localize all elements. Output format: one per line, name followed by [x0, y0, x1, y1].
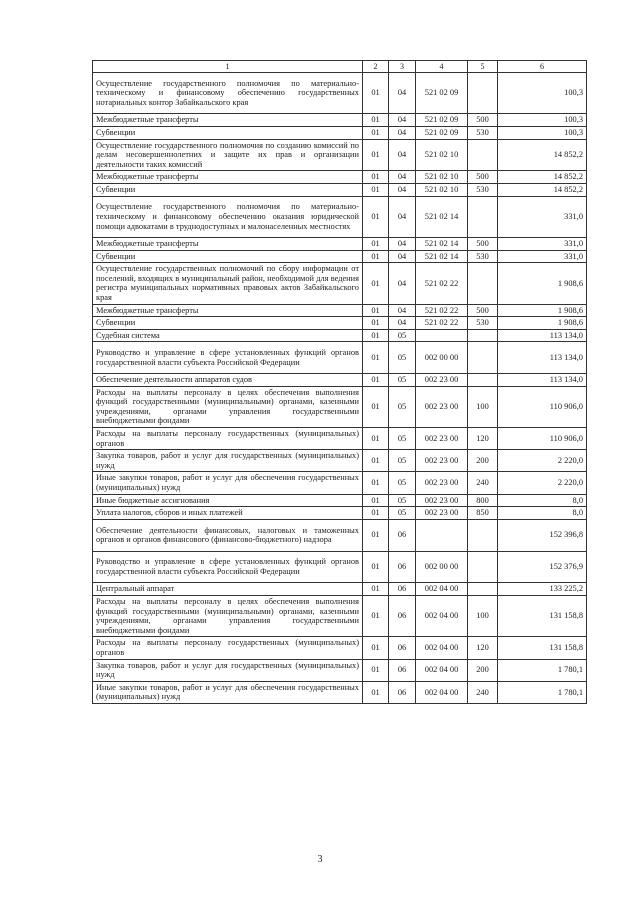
row-section: 01	[363, 237, 389, 250]
row-section: 01	[363, 317, 389, 330]
row-name: Межбюджетные трансферты	[93, 114, 363, 127]
row-target-item: 521 02 10	[416, 183, 468, 196]
row-amount: 1 908,6	[498, 317, 587, 330]
row-subsection: 06	[389, 681, 416, 703]
row-name: Закупка товаров, работ и услуг для государственных (муниципальных) нужд	[93, 659, 363, 681]
table-row	[93, 317, 587, 330]
row-amount: 331,0	[498, 196, 587, 237]
row-name: Расходы на выплаты персоналу в целях обеспечения выполнения функций государственными (муниципальными) органами, казенными учреждениями, органами управления государственными внебюджетными фондами	[93, 386, 363, 427]
row-subsection: 04	[389, 139, 416, 171]
table-row	[93, 583, 587, 596]
row-subsection: 05	[389, 374, 416, 387]
row-name: Руководство и управление в сфере установленных функций органов государственной власти субъекта Российской Федерации	[93, 551, 363, 583]
row-target-item: 002 04 00	[416, 681, 468, 703]
row-section: 01	[363, 494, 389, 507]
row-name: Осуществление государственного полномочия по созданию комиссий по делам несовершеннолетних и защите их прав и организации деятельности таких комиссий	[93, 139, 363, 171]
row-name: Судебная система	[93, 329, 363, 342]
row-target-item: 002 04 00	[416, 659, 468, 681]
row-target-item: 521 02 14	[416, 196, 468, 237]
row-section: 01	[363, 374, 389, 387]
row-expense-type	[468, 374, 498, 387]
row-section: 01	[363, 583, 389, 596]
table-row	[93, 237, 587, 250]
row-section: 01	[363, 596, 389, 637]
table-row	[93, 342, 587, 374]
row-name: Руководство и управление в сфере установленных функций органов государственной власти субъекта Российской Федерации	[93, 342, 363, 374]
row-target-item	[416, 329, 468, 342]
row-expense-type	[468, 329, 498, 342]
row-target-item: 521 02 22	[416, 263, 468, 304]
row-subsection: 04	[389, 237, 416, 250]
page-number: 3	[317, 854, 323, 865]
row-amount: 331,0	[498, 250, 587, 263]
row-target-item: 521 02 14	[416, 237, 468, 250]
row-subsection: 06	[389, 551, 416, 583]
row-section: 01	[363, 171, 389, 184]
header-col-4: 4	[416, 61, 468, 73]
row-amount: 2 220,0	[498, 472, 587, 494]
row-expense-type: 530	[468, 183, 498, 196]
row-target-item: 002 23 00	[416, 494, 468, 507]
row-section: 01	[363, 428, 389, 450]
budget-table	[92, 60, 587, 704]
row-subsection: 06	[389, 583, 416, 596]
row-amount: 100,3	[498, 126, 587, 139]
header-row	[93, 61, 587, 73]
table-body	[93, 73, 587, 704]
row-target-item: 002 00 00	[416, 342, 468, 374]
row-target-item: 521 02 09	[416, 126, 468, 139]
row-name: Осуществление государственного полномочия по материально-техническому и финансовому обеспечению государственных нотариальных контор Забайкальского края	[93, 73, 363, 114]
row-section: 01	[363, 304, 389, 317]
header-col-3: 3	[389, 61, 416, 73]
row-target-item: 521 02 09	[416, 73, 468, 114]
table-row	[93, 329, 587, 342]
row-target-item: 002 23 00	[416, 374, 468, 387]
row-expense-type: 530	[468, 126, 498, 139]
row-target-item: 521 02 10	[416, 171, 468, 184]
header-col-1: 1	[93, 61, 363, 73]
row-target-item: 521 02 10	[416, 139, 468, 171]
row-name: Иные закупки товаров, работ и услуг для обеспечения государственных (муниципальных) нужд	[93, 681, 363, 703]
row-section: 01	[363, 519, 389, 551]
row-amount: 8,0	[498, 494, 587, 507]
row-name: Осуществление государственного полномочия по материально-техническому и финансовому обеспечению оказания юридической помощи адвокатами в труднодоступных и малонаселенных местностях	[93, 196, 363, 237]
table-row	[93, 681, 587, 703]
table-row	[93, 386, 587, 427]
row-name: Расходы на выплаты персоналу государственных (муниципальных) органов	[93, 428, 363, 450]
row-target-item: 521 02 22	[416, 317, 468, 330]
row-amount: 133 225,2	[498, 583, 587, 596]
row-subsection: 05	[389, 386, 416, 427]
row-expense-type: 240	[468, 472, 498, 494]
row-name: Субвенции	[93, 250, 363, 263]
row-subsection: 04	[389, 114, 416, 127]
row-section: 01	[363, 551, 389, 583]
row-subsection: 06	[389, 519, 416, 551]
row-target-item: 002 23 00	[416, 428, 468, 450]
table-row	[93, 507, 587, 520]
row-name: Субвенции	[93, 126, 363, 139]
row-name: Межбюджетные трансферты	[93, 237, 363, 250]
row-section: 01	[363, 139, 389, 171]
row-section: 01	[363, 507, 389, 520]
row-amount: 110 906,0	[498, 428, 587, 450]
row-subsection: 04	[389, 250, 416, 263]
row-expense-type: 240	[468, 681, 498, 703]
row-expense-type: 500	[468, 171, 498, 184]
row-section: 01	[363, 263, 389, 304]
row-section: 01	[363, 472, 389, 494]
row-name: Иные бюджетные ассигнования	[93, 494, 363, 507]
row-section: 01	[363, 637, 389, 659]
row-name: Центральный аппарат	[93, 583, 363, 596]
row-amount: 113 134,0	[498, 374, 587, 387]
table-row	[93, 304, 587, 317]
table-row	[93, 114, 587, 127]
table-row	[93, 250, 587, 263]
row-amount: 14 852,2	[498, 139, 587, 171]
row-subsection: 05	[389, 450, 416, 472]
table-header	[93, 61, 587, 73]
row-target-item: 002 23 00	[416, 386, 468, 427]
row-amount: 131 158,8	[498, 637, 587, 659]
table-row	[93, 637, 587, 659]
row-target-item: 002 23 00	[416, 472, 468, 494]
row-subsection: 05	[389, 472, 416, 494]
row-expense-type	[468, 263, 498, 304]
table-row	[93, 596, 587, 637]
row-expense-type	[468, 73, 498, 114]
row-name: Обеспечение деятельности финансовых, налоговых и таможенных органов и органов финансового (финансово-бюджетного) надзора	[93, 519, 363, 551]
row-section: 01	[363, 386, 389, 427]
row-section: 01	[363, 196, 389, 237]
row-amount: 1 780,1	[498, 659, 587, 681]
table-row	[93, 659, 587, 681]
row-section: 01	[363, 114, 389, 127]
row-subsection: 05	[389, 342, 416, 374]
row-amount: 100,3	[498, 114, 587, 127]
row-section: 01	[363, 73, 389, 114]
table-row	[93, 183, 587, 196]
row-section: 01	[363, 183, 389, 196]
row-target-item: 521 02 22	[416, 304, 468, 317]
row-subsection: 04	[389, 126, 416, 139]
row-amount: 113 134,0	[498, 342, 587, 374]
table-row	[93, 428, 587, 450]
row-amount: 152 376,9	[498, 551, 587, 583]
row-section: 01	[363, 659, 389, 681]
table-row	[93, 171, 587, 184]
row-expense-type: 500	[468, 237, 498, 250]
row-amount: 2 220,0	[498, 450, 587, 472]
row-subsection: 04	[389, 263, 416, 304]
row-subsection: 05	[389, 428, 416, 450]
row-name: Субвенции	[93, 317, 363, 330]
row-section: 01	[363, 450, 389, 472]
row-subsection: 05	[389, 507, 416, 520]
row-target-item: 002 04 00	[416, 637, 468, 659]
header-col-6: 6	[498, 61, 587, 73]
row-section: 01	[363, 681, 389, 703]
row-expense-type	[468, 139, 498, 171]
row-section: 01	[363, 329, 389, 342]
row-name: Осуществление государственных полномочий по сбору информации от поселений, входящих в муниципальный район, необходимой для ведения регистра муниципальных нормативных правовых актов Забайкальского края	[93, 263, 363, 304]
row-amount: 14 852,2	[498, 183, 587, 196]
row-target-item: 002 23 00	[416, 507, 468, 520]
row-amount: 1 780,1	[498, 681, 587, 703]
table-row	[93, 374, 587, 387]
row-subsection: 04	[389, 171, 416, 184]
table-row	[93, 263, 587, 304]
row-expense-type	[468, 551, 498, 583]
row-expense-type	[468, 196, 498, 237]
table-row	[93, 126, 587, 139]
row-amount: 110 906,0	[498, 386, 587, 427]
row-expense-type: 120	[468, 637, 498, 659]
row-amount: 113 134,0	[498, 329, 587, 342]
row-amount: 8,0	[498, 507, 587, 520]
row-name: Обеспечение деятельности аппаратов судов	[93, 374, 363, 387]
table-row	[93, 494, 587, 507]
row-name: Уплата налогов, сборов и иных платежей	[93, 507, 363, 520]
row-section: 01	[363, 250, 389, 263]
row-expense-type: 200	[468, 450, 498, 472]
header-col-2: 2	[363, 61, 389, 73]
row-expense-type: 850	[468, 507, 498, 520]
row-expense-type: 530	[468, 250, 498, 263]
row-target-item: 521 02 09	[416, 114, 468, 127]
row-target-item: 002 04 00	[416, 596, 468, 637]
row-amount: 1 908,6	[498, 304, 587, 317]
row-expense-type: 120	[468, 428, 498, 450]
row-expense-type: 530	[468, 317, 498, 330]
row-subsection: 05	[389, 494, 416, 507]
row-amount: 152 396,8	[498, 519, 587, 551]
row-subsection: 04	[389, 304, 416, 317]
table-row	[93, 196, 587, 237]
row-target-item: 002 04 00	[416, 583, 468, 596]
row-expense-type: 500	[468, 114, 498, 127]
row-subsection: 04	[389, 317, 416, 330]
row-name: Закупка товаров, работ и услуг для государственных (муниципальных) нужд	[93, 450, 363, 472]
row-subsection: 04	[389, 183, 416, 196]
row-amount: 100,3	[498, 73, 587, 114]
row-name: Субвенции	[93, 183, 363, 196]
row-amount: 331,0	[498, 237, 587, 250]
row-section: 01	[363, 342, 389, 374]
row-subsection: 06	[389, 659, 416, 681]
table-row	[93, 450, 587, 472]
row-name: Иные закупки товаров, работ и услуг для обеспечения государственных (муниципальных) нужд	[93, 472, 363, 494]
row-name: Расходы на выплаты персоналу в целях обеспечения выполнения функций государственными (муниципальными) органами, казенными учреждениями, органами управления государственными внебюджетными фондами	[93, 596, 363, 637]
row-name: Расходы на выплаты персоналу государственных (муниципальных) органов	[93, 637, 363, 659]
row-target-item	[416, 519, 468, 551]
row-expense-type: 800	[468, 494, 498, 507]
table-row	[93, 73, 587, 114]
row-subsection: 06	[389, 637, 416, 659]
row-expense-type: 500	[468, 304, 498, 317]
table-row	[93, 139, 587, 171]
row-subsection: 04	[389, 196, 416, 237]
table-row	[93, 519, 587, 551]
row-expense-type: 200	[468, 659, 498, 681]
row-target-item: 002 23 00	[416, 450, 468, 472]
row-expense-type	[468, 519, 498, 551]
row-expense-type	[468, 583, 498, 596]
row-expense-type: 100	[468, 596, 498, 637]
row-subsection: 05	[389, 329, 416, 342]
row-target-item: 002 00 00	[416, 551, 468, 583]
row-amount: 14 852,2	[498, 171, 587, 184]
row-name: Межбюджетные трансферты	[93, 171, 363, 184]
row-subsection: 06	[389, 596, 416, 637]
row-target-item: 521 02 14	[416, 250, 468, 263]
table-row	[93, 472, 587, 494]
row-amount: 1 908,6	[498, 263, 587, 304]
header-col-5: 5	[468, 61, 498, 73]
row-subsection: 04	[389, 73, 416, 114]
row-expense-type: 100	[468, 386, 498, 427]
row-section: 01	[363, 126, 389, 139]
table-row	[93, 551, 587, 583]
row-name: Межбюджетные трансферты	[93, 304, 363, 317]
row-amount: 131 158,8	[498, 596, 587, 637]
row-expense-type	[468, 342, 498, 374]
